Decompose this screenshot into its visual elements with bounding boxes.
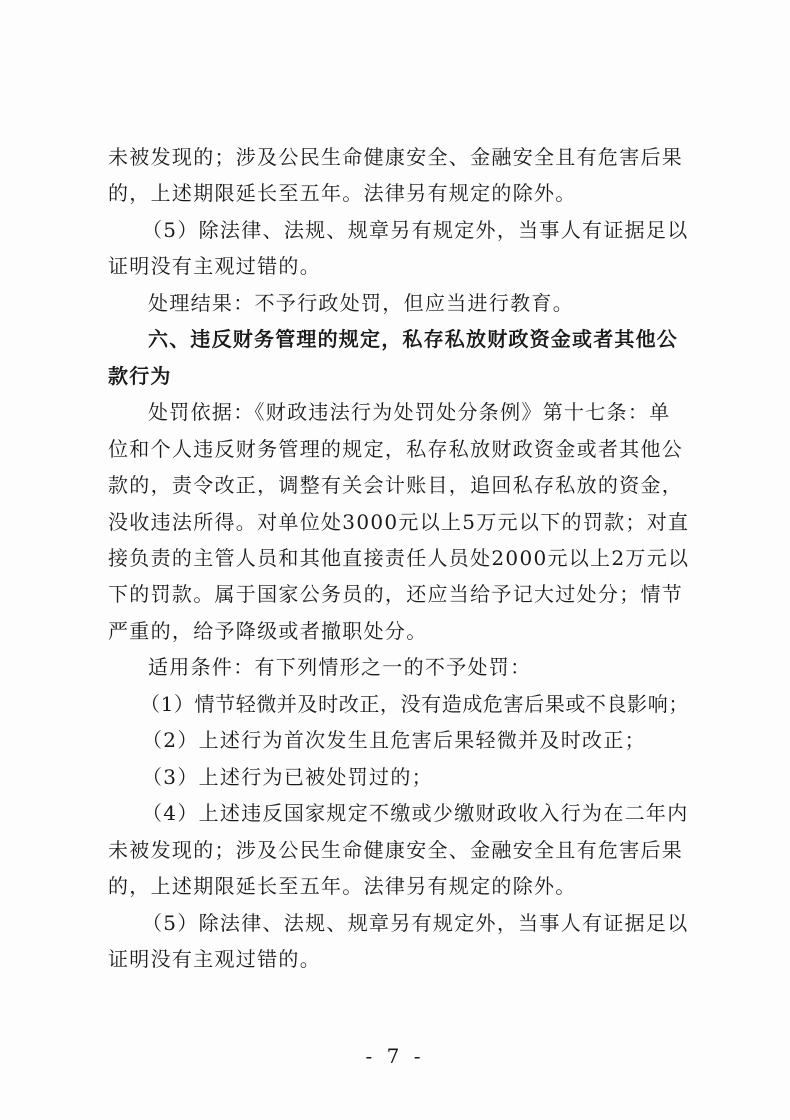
text-line: 处罚依据：《财政违法行为处罚处分条例》第十七条：单 (148, 400, 671, 424)
text-line: （5）除法律、法规、规章另有规定外，当事人有证据足以 (142, 218, 689, 242)
text-line: 接负责的主管人员和其他直接责任人员处2000元以上2万元以 (108, 546, 690, 570)
text-line: 适用条件：有下列情形之一的不予处罚： (148, 655, 532, 679)
text-line: 未被发现的；涉及公民生命健康安全、金融安全且有危害后果 (108, 145, 684, 169)
text-line: （1）情节轻微并及时改正，没有造成危害后果或不良影响； (140, 692, 689, 716)
text-line: 的，上述期限延长至五年。法律另有规定的除外。 (108, 181, 577, 205)
text-line: 的，上述期限延长至五年。法律另有规定的除外。 (108, 874, 577, 898)
text-line: 款的，责令改正，调整有关会计账目，追回私存私放的资金， (108, 473, 684, 497)
text-line: （4）上述违反国家规定不缴或少缴财政收入行为在二年内 (142, 801, 689, 825)
section-heading: 款行为 (108, 364, 172, 388)
text-line: 未被发现的；涉及公民生命健康安全、金融安全且有危害后果 (108, 838, 684, 862)
page-number: - 7 - (365, 1044, 425, 1068)
text-line: 处理结果：不予行政处罚，但应当进行教育。 (148, 291, 574, 315)
text-line: 证明没有主观过错的。 (108, 254, 321, 278)
text-line: （2）上述行为首次发生且危害后果轻微并及时改正； (142, 728, 646, 752)
text-line: 证明没有主观过错的。 (108, 947, 321, 971)
text-line: （3）上述行为已被处罚过的； (142, 765, 433, 789)
text-line: 没收违法所得。对单位处3000元以上5万元以下的罚款；对直 (108, 510, 690, 534)
text-line: 位和个人违反财务管理的规定，私存私放财政资金或者其他公 (108, 437, 684, 461)
text-line: 严重的，给予降级或者撤职处分。 (108, 619, 428, 643)
text-line: （5）除法律、法规、规章另有规定外，当事人有证据足以 (142, 911, 689, 935)
text-line: 下的罚款。属于国家公务员的，还应当给予记大过处分；情节 (108, 582, 684, 606)
section-heading: 六、违反财务管理的规定，私存私放财政资金或者其他公 (148, 327, 678, 351)
